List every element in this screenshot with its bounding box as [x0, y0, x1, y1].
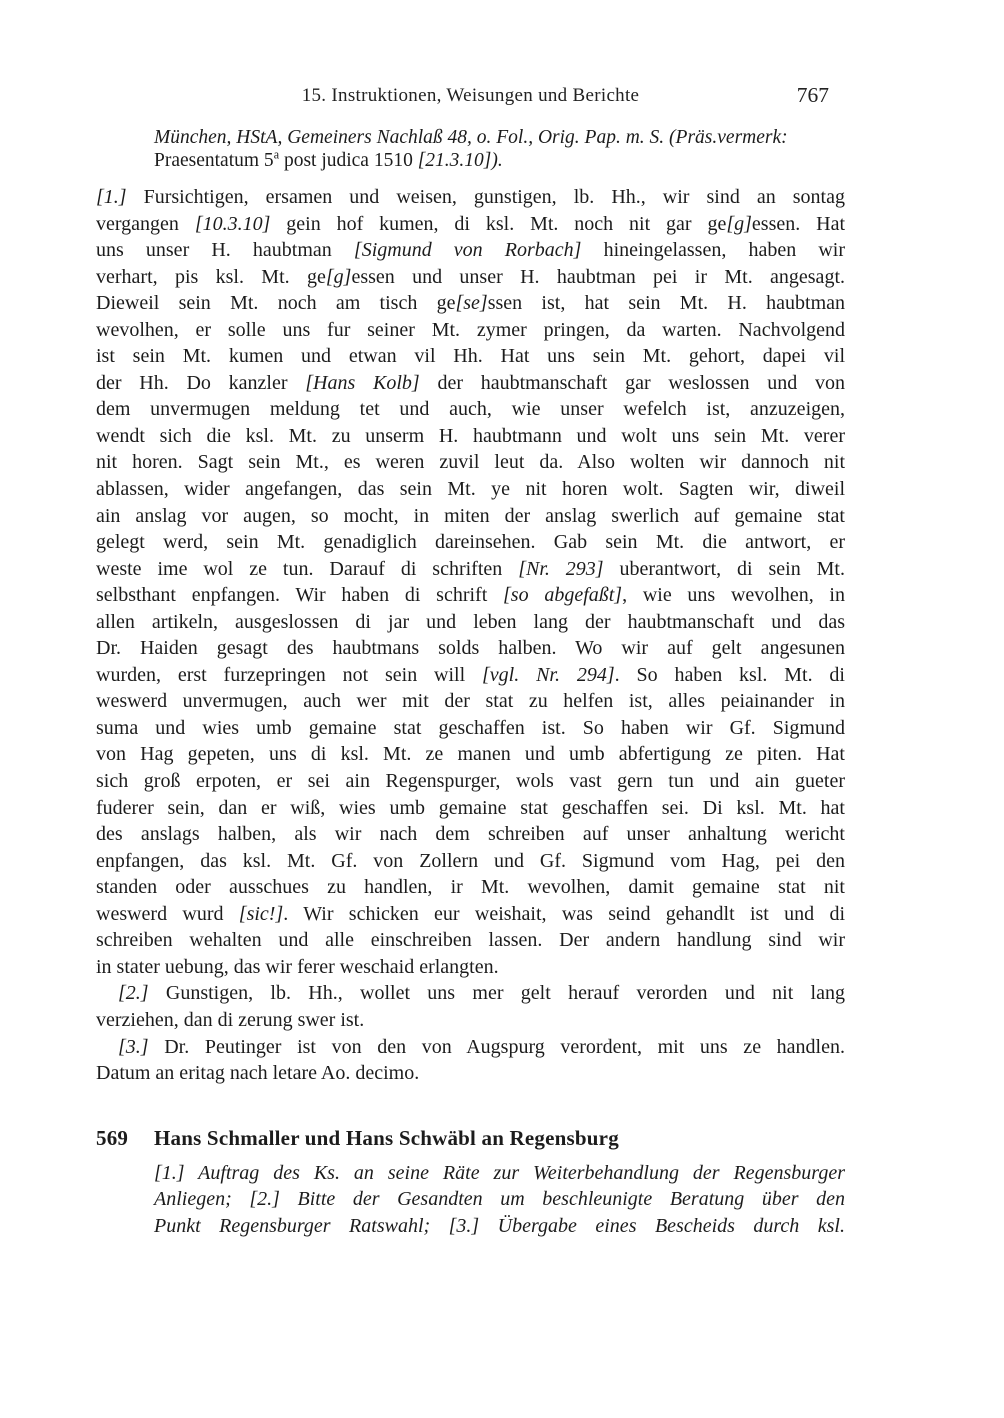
text-segment: ablassen, wider angefangen, das sein Mt. ye nit horen wolt. Sagten wir, diweil	[96, 478, 845, 501]
text-line	[96, 609, 845, 636]
text-line	[96, 582, 845, 609]
text-segment: uns unser H. haubtman	[96, 239, 354, 262]
text-segment: wurden, erst furzepringen not sein will	[96, 663, 483, 686]
text-segment: Dr. Peutinger ist von den von Augspurg verordent, mit uns ze handlen.	[148, 1035, 845, 1058]
paragraph-1	[96, 184, 845, 980]
text-line	[96, 662, 845, 689]
text-line	[154, 1186, 845, 1213]
text-segment: post judica 1510	[279, 149, 418, 171]
text-line	[96, 290, 845, 317]
text-segment: München, HStA, Gemeiners Nachlaß 48, o. Fol., Orig. Pap. m. S. (Präs.vermerk:	[154, 127, 788, 148]
text-line	[96, 449, 845, 476]
type-area	[96, 85, 845, 1239]
text-segment: der Hh. Do kanzler	[96, 371, 306, 394]
text-line	[96, 795, 845, 822]
text-segment: verhart, pis ksl. Mt. ge	[96, 265, 326, 288]
text-segment: , wie uns wevolhen, in	[622, 584, 845, 607]
text-line	[96, 317, 845, 344]
text-line	[96, 874, 845, 901]
text-segment: Punkt Regensburger Ratswahl; [3.] Übergabe eines Bescheids durch ksl.	[154, 1214, 845, 1237]
text-segment: ssen ist, hat sein Mt. H. haubtman	[487, 292, 846, 315]
text-line	[154, 127, 845, 150]
text-segment: weste ime wol ze tun. Darauf di schriften	[96, 557, 519, 580]
text-line	[96, 1007, 845, 1034]
text-line	[96, 211, 845, 238]
text-segment: ist sein Mt. kumen und etwan vil Hh. Hat uns sein Mt. gehort, dapei vil	[96, 345, 845, 368]
text-line	[154, 1213, 845, 1240]
paragraph-2	[96, 980, 845, 1033]
text-line	[96, 237, 845, 264]
text-segment: [g]	[726, 212, 752, 235]
text-line	[96, 768, 845, 795]
text-segment: [vgl. Nr. 294]	[482, 663, 615, 686]
text-line	[96, 264, 845, 291]
entry-heading	[96, 1125, 845, 1152]
text-line	[96, 715, 845, 742]
text-segment: [10.3.10]	[194, 212, 271, 235]
text-segment: hineingelassen, haben wir	[581, 239, 845, 262]
text-line	[96, 423, 845, 450]
text-segment: essen. Hat	[751, 212, 845, 235]
text-segment: gein hof kumen, di ksl. Mt. noch nit gar ge	[270, 212, 727, 235]
text-segment: . So haben ksl. Mt. di	[614, 663, 845, 686]
entry-title: Hans Schmaller und Hans Schwäbl an Regensburg	[154, 1125, 619, 1150]
text-segment: Praesentatum 5	[154, 149, 274, 171]
entry-number: 569	[96, 1125, 129, 1150]
text-line	[96, 476, 845, 503]
text-line	[96, 1034, 845, 1061]
text-segment: dem unvermugen meldung tet und auch, wie unser wefelch ist, anzuzeigen,	[96, 398, 845, 421]
text-segment: [Hans Kolb]	[305, 371, 420, 394]
text-segment: [sic!]	[238, 902, 284, 925]
text-segment: Datum an eritag nach letare Ao. decimo.	[96, 1062, 420, 1085]
text-line	[96, 343, 845, 370]
text-line	[154, 147, 845, 173]
text-segment: weswerd wurd	[96, 902, 239, 925]
text-segment: standen oder ausschues zu handlen, ir Mt. wevolhen, damit gemaine stat nit	[96, 876, 845, 899]
text-line	[154, 1160, 845, 1187]
text-segment: des anslags halben, als wir nach dem schreiben auf unser anhaltung wericht	[96, 823, 845, 846]
text-segment: Gunstigen, lb. Hh., wollet uns mer gelt herauf verorden und nit lang	[148, 982, 845, 1005]
text-line	[96, 635, 845, 662]
text-segment: [Nr. 293]	[518, 557, 604, 580]
text-line	[96, 184, 845, 211]
text-segment: sich groß erpoten, er sei ain Regenspurger, wols vast gern tun und ain gueter	[96, 770, 845, 793]
text-line	[96, 821, 845, 848]
text-line	[96, 503, 845, 530]
text-segment: Fursichtigen, ersamen und weisen, gunstigen, lb. Hh., wir sind an sontag	[126, 186, 845, 208]
text-segment: vergangen	[96, 212, 195, 235]
text-segment: [so abgefaßt]	[503, 584, 623, 607]
text-segment: verziehen, dan di zerung swer ist.	[96, 1008, 365, 1031]
text-segment: von Hag gepeten, uns di ksl. Mt. ze manen und umb abfertigung ze piten. Hat	[96, 743, 845, 766]
text-segment: in stater uebung, das wir ferer weschaid erlangten.	[96, 955, 499, 978]
text-segment: [Sigmund von Rorbach]	[353, 239, 582, 262]
text-segment: [g]	[325, 265, 352, 288]
text-segment: weswerd unvermugen, auch wer mit der stat zu helfen ist, alles peiainander in	[96, 690, 845, 713]
running-head: 15. Instruktionen, Weisungen und Berichte	[301, 85, 640, 106]
text-segment: Dr. Haiden gesagt des haubtmans solds halben. Wo wir auf gelt angesunen	[96, 637, 845, 660]
text-segment: suma und wies umb gemaine stat geschaffen ist. So haben wir Gf. Sigmund	[96, 716, 845, 739]
text-segment: Anliegen; [2.] Bitte der Gesandten um beschleunigte Beratung über den	[154, 1188, 845, 1211]
text-line	[96, 901, 845, 928]
text-segment: nit horen. Sagt sein Mt., es weren zuvil leut da. Also wolten wir dannoch nit	[96, 451, 845, 474]
text-segment: gelegt werd, sein Mt. genadiglich dareinsehen. Gab sein Mt. die antwort, er	[96, 531, 845, 554]
text-segment: fuderer sein, dan er wiß, wies umb gemaine stat geschaffen sei. Di ksl. Mt. hat	[96, 796, 845, 819]
text-segment: [21.3.10]).	[417, 149, 503, 171]
text-segment: der haubtmanschaft gar weslossen und von	[419, 371, 845, 394]
text-line	[96, 980, 845, 1007]
text-segment: wevolhen, er solle uns fur seiner Mt. zymer pringen, da warten. Nachvolgend	[96, 318, 845, 341]
source-citation	[154, 127, 845, 172]
text-line	[96, 1060, 845, 1087]
text-segment: enpfangen, das ksl. Mt. Gf. von Zollern und Gf. Sigmund vom Hag, pei den	[96, 849, 845, 872]
text-segment: [1.]	[96, 186, 127, 208]
letter-body	[96, 184, 845, 1087]
text-segment: wendt sich die ksl. Mt. zu unserm H. haubtmann und wolt uns sein Mt. verer	[96, 424, 845, 447]
text-segment: Dieweil sein Mt. noch am tisch ge	[96, 292, 456, 315]
text-segment: [3.]	[118, 1035, 149, 1058]
text-segment: [1.] Auftrag des Ks. an seine Räte zur Weiterbehandlung der Regensburger	[154, 1161, 845, 1184]
entry-569	[96, 1125, 845, 1240]
text-line	[96, 688, 845, 715]
text-segment: allen artikeln, ausgeslossen di jar und leben lang der haubtmanschaft und das	[96, 610, 845, 633]
text-line	[96, 741, 845, 768]
text-segment: [se]	[455, 292, 488, 315]
text-line	[96, 370, 845, 397]
text-segment: a	[273, 147, 280, 161]
text-line	[96, 396, 845, 423]
text-line	[96, 848, 845, 875]
page-number: 767	[796, 83, 829, 107]
text-segment: selbsthant enpfangen. Wir haben di schrift	[96, 584, 504, 607]
text-line	[96, 556, 845, 583]
text-segment: . Wir schicken eur weishait, was seind gehandlt ist und di	[283, 902, 846, 925]
paragraph-3	[96, 1034, 845, 1087]
text-segment: uberantwort, di sein Mt.	[603, 557, 845, 580]
text-line	[96, 954, 845, 981]
text-segment: essen und unser H. haubtman pei ir Mt. angesagt.	[351, 265, 845, 288]
text-line	[96, 529, 845, 556]
text-segment: [2.]	[118, 982, 149, 1005]
text-segment: ain anslag vor augen, so mocht, in miten der anslag swerlich auf gemaine stat	[96, 504, 845, 527]
page-header	[96, 85, 845, 109]
entry-summary	[154, 1160, 845, 1240]
text-line	[96, 927, 845, 954]
text-segment: schreiben wehalten und alle einschreiben lassen. Der andern handlung sind wir	[96, 929, 845, 952]
